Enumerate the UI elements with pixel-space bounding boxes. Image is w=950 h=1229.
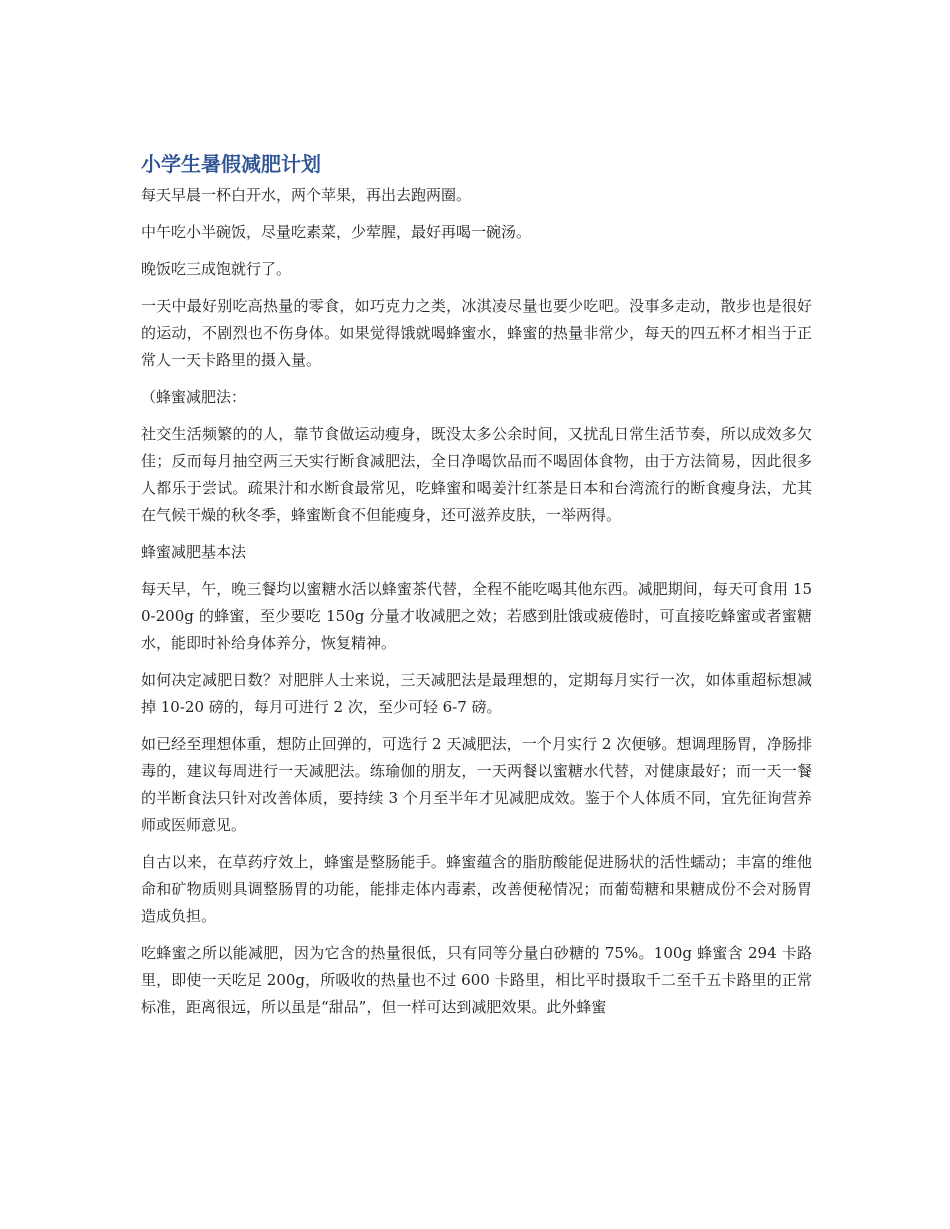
paragraph-dinner: 晚饭吃三成饱就行了。 <box>141 260 292 278</box>
paragraph-maintenance: 如已经至理想体重，想防止回弹的，可选行 2 天减肥法，一个月实行 2 次便够。想调理肠胃，净肠排毒的，建议每周进行一天减肥法。练瑜伽的朋友，一天两餐以蜜糖水代替，对健康最好；而一天一餐的半断食法只针对改善体质，要持续 3 个月至半年才见减肥成效。鉴于个人体质不同，宜先征询营养师或医师意见。 <box>141 735 812 834</box>
paragraph-calories: 吃蜂蜜之所以能减肥，因为它含的热量很低，只有同等分量白砂糖的 75%。100g 蜂蜜含 294 卡路里，即使一天吃足 200g，所吸收的热量也不过 600 卡路里，相比平时摄取千二至千五卡路里的正常标准，距离很远，所以虽是“甜品”，但一样可达到减肥效果。此外蜂蜜 <box>141 944 812 1016</box>
paragraph-basic-method: 每天早，午，晚三餐均以蜜糖水活以蜂蜜茶代替，全程不能吃喝其他东西。减肥期间，每天可食用 150-200g 的蜂蜜，至少要吃 150g 分量才收减肥之效；若感到肚饿或疲倦时，可直接吃蜂蜜或者蜜糖水，能即时补给身体养分，恢复精神。 <box>141 580 812 652</box>
document-title: 小学生暑假减肥计划 <box>141 152 321 176</box>
document-page <box>141 150 812 1031</box>
paragraph-how-many-days: 如何决定减肥日数？对肥胖人士来说，三天减肥法是最理想的，定期每月实行一次，如体重超标想减掉 10-20 磅的，每月可进行 2 次，至少可轻 6-7 磅。 <box>141 671 812 716</box>
paragraph-basic-method-heading: 蜂蜜减肥基本法 <box>141 543 247 561</box>
paragraph-morning: 每天早晨一杯白开水，两个苹果，再出去跑两圈。 <box>141 186 472 204</box>
paragraph-intestine: 自古以来，在草药疗效上，蜂蜜是整肠能手。蜂蜜蕴含的脂肪酸能促进肠状的活性蠕动；丰富的维他命和矿物质则具调整肠胃的功能，能排走体内毒素，改善便秘情况；而葡萄糖和果糖成份不会对肠胃造成负担。 <box>141 853 812 925</box>
paragraph-fasting-intro: 社交生活频繁的的人，靠节食做运动瘦身，既没太多公余时间，又扰乱日常生活节奏，所以成效多欠佳；反而每月抽空两三天实行断食减肥法，全日净喝饮品而不喝固体食物，由于方法简易，因此很多人都乐于尝试。疏果汁和水断食最常见，吃蜂蜜和喝姜汁红茶是日本和台湾流行的断食瘦身法，尤其在气候干燥的秋冬季，蜂蜜断食不但能瘦身，还可滋养皮肤，一举两得。 <box>141 425 812 524</box>
paragraph-snacks: 一天中最好别吃高热量的零食，如巧克力之类，冰淇凌尽量也要少吃吧。没事多走动，散步也是很好的运动，不剧烈也不伤身体。如果觉得饿就喝蜂蜜水，蜂蜜的热量非常少，每天的四五杯才相当于正常人一天卡路里的摄入量。 <box>141 297 812 369</box>
paragraph-honey-method-heading: （蜂蜜减肥法： <box>141 388 247 406</box>
paragraph-lunch: 中午吃小半碗饭，尽量吃素菜，少荤腥，最好再喝一碗汤。 <box>141 223 532 241</box>
